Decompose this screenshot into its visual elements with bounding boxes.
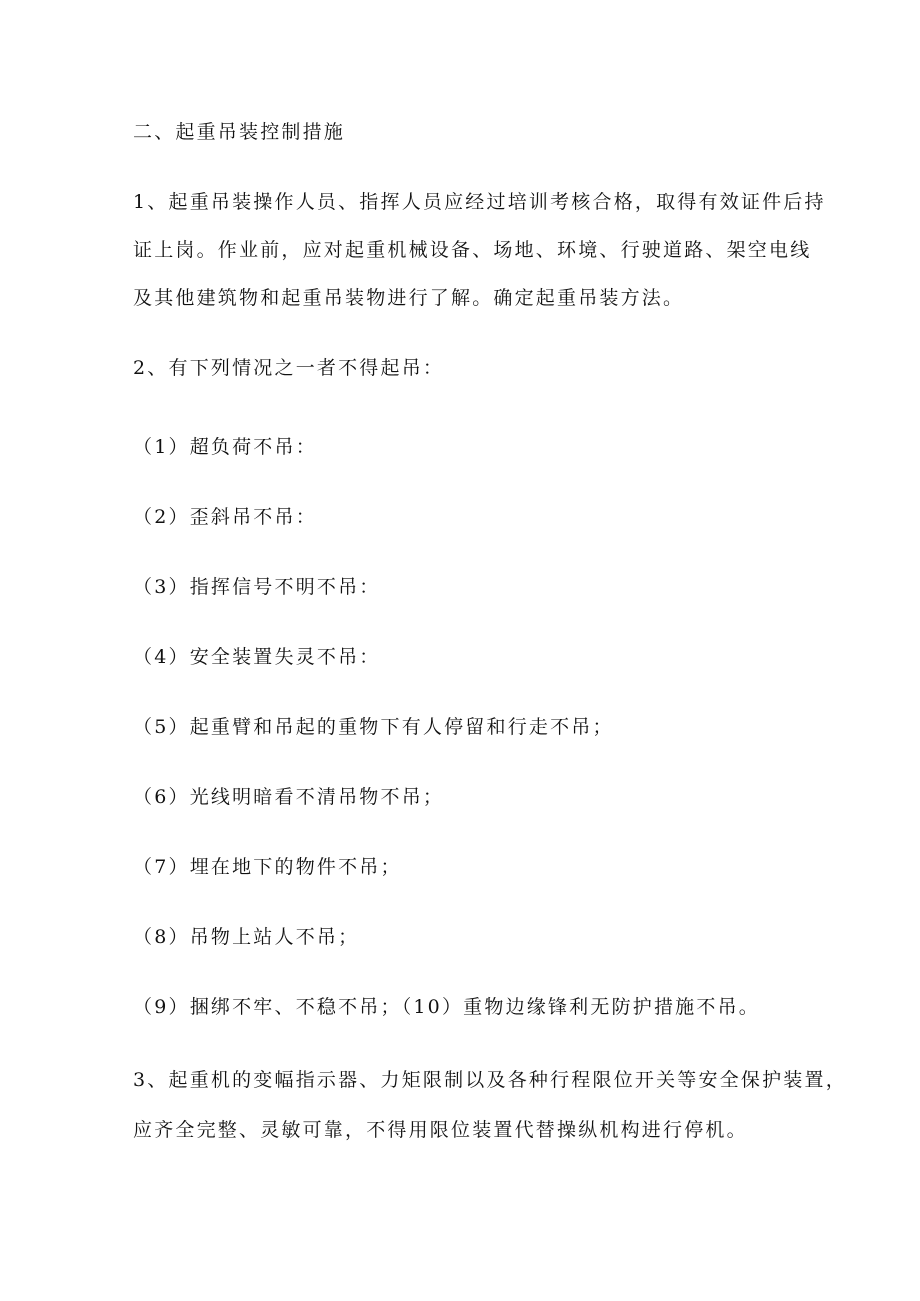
paragraph-1-line-3: 及其他建筑物和起重吊装物进行了解。确定起重吊装方法。	[133, 287, 685, 309]
paragraph-3-line-1: 3、起重机的变幅指示器、力矩限制以及各种行程限位开关等安全保护装置，	[133, 1069, 847, 1091]
list-item-4: （4）安全装置失灵不吊：	[133, 646, 381, 668]
list-item-8: （8）吊物上站人不吊；	[133, 926, 360, 948]
list-item-6: （6）光线明暗看不清吊物不吊；	[133, 786, 445, 808]
list-item-9: （9）捆绑不牢、不稳不吊；（10）重物边缘锋利无防护措施不吊。	[133, 996, 760, 1018]
paragraph-3-line-2: 应齐全完整、灵敏可靠，不得用限位装置代替操纵机构进行停机。	[133, 1119, 748, 1141]
paragraph-1-line-2: 证上岗。作业前，应对起重机械设备、场地、环境、行驶道路、架空电线	[133, 239, 812, 261]
paragraph-2-intro: 2、有下列情况之一者不得起吊：	[133, 357, 445, 379]
section-title: 二、起重吊装控制措施	[133, 121, 346, 143]
list-item-3: （3）指挥信号不明不吊：	[133, 576, 381, 598]
paragraph-1-line-1: 1、起重吊装操作人员、指挥人员应经过培训考核合格，取得有效证件后持	[133, 191, 826, 213]
list-item-7: （7）埋在地下的物件不吊；	[133, 856, 402, 878]
list-item-1: （1）超负荷不吊：	[133, 436, 317, 458]
list-item-5: （5）起重臂和吊起的重物下有人停留和行走不吊；	[133, 716, 614, 738]
list-item-2: （2）歪斜吊不吊：	[133, 506, 317, 528]
